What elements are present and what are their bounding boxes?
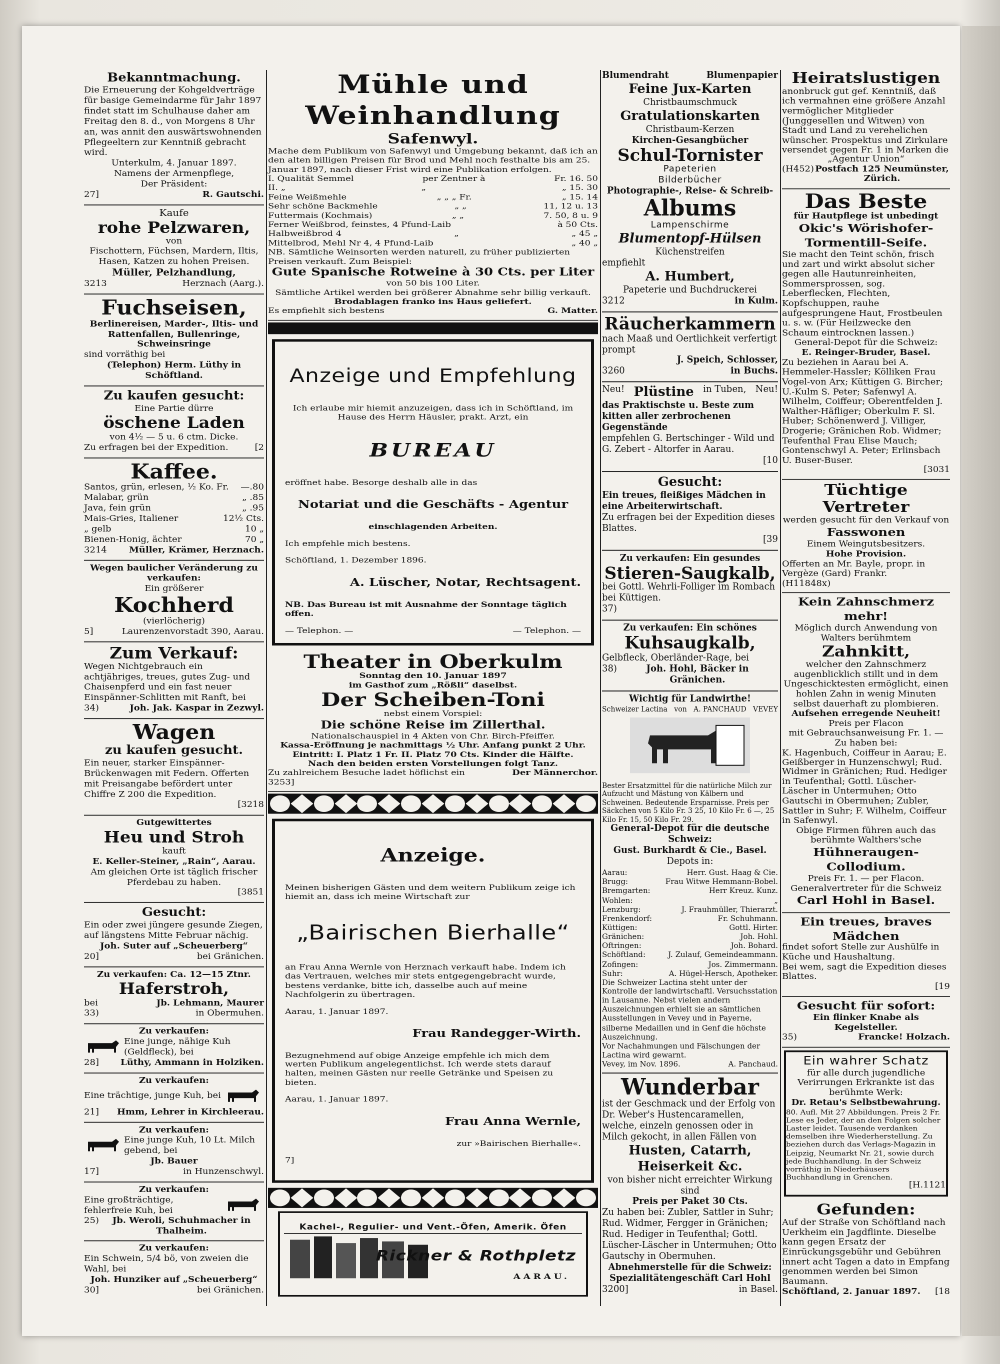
ad-wagen: Wagen zu kaufen gesucht. Ein neuer, starker Einspänner-Brückenwagen mit Federn. Offerten mit Preisangabe befördert unter Chiffre Z 200 die Expedition. [3218	[84, 719, 264, 815]
ad-papeterie: Blumendraht Blumenpapier Feine Jux-Karten Christbaumschmuck Gratulationskarten Christbaum-Kerzen Kirchen-Gesangbücher Schul-Tornister Papeterien Bilderbücher Photographie-, Reise- & Schreib- Albums Lampenschirme Blumentopf-Hülsen Küchenstreifen empfiehlt A. Humbert, Papeterie und Buchdruckerei 3212 in Kulm.	[602, 68, 778, 312]
ad-fuchseisen: Fuchseisen, Berlinereisen, Marder-, Iltis- und Rattenfallen, Bullenringe, Schweinsringe sind vorräthig bei (Telephon) Herm. Lüthy in Schöftland.	[84, 295, 264, 387]
ad-heu-stroh: Gutgewittertes Heu und Stroh kauft E. Keller-Steiner, „Rain“, Aarau. Am gleichen Orte ist täglich frischer Pferdebau zu haben. [3851	[84, 816, 264, 904]
ad-kegelsteller: Gesucht für sofort: Ein flinker Knabe als Kegelsteller. 35) Francke! Holzach.	[782, 997, 950, 1048]
ad-wunderbar: Wunderbar ist der Geschmack und der Erfolg von Dr. Weber's Hustencaramellen, welche, einzeln genossen oder in Milch gekocht, in allen Fällen von Husten, Catarrh, Heiserkeit &c. von bisher nicht erreichter Wirkung sind Preis per Paket 30 Cts. Zu haben bei: Zubler, Sattler in Suhr; Rud. Widmer, Fergger in Gränichen; Rud. Hediger in Teufenthal; Gottl. Lüscher-Läscher in Untermuhen; Otto Gautschy in Obermuhen. Abnehmerstelle für die Schweiz: Spezialitätengeschäft Carl Hohl 3200] in Basel.	[602, 1074, 778, 1295]
ad-ziegen: Gesucht: Ein oder zwei jüngere gesunde Ziegen, auf längstens Mitte Februar nächig. Joh. Suter auf „Scheuerberg“ 20] bei Gränichen.	[84, 903, 264, 967]
ad-raeucherkammern: Räucherkammern nach Maaß und Oertlichkeit verfertigt prompt J. Speich, Schlosser, 3260 in Buchs.	[602, 312, 778, 382]
ad-wahrer-schatz: Ein wahrer Schatz für alle durch jugendliche Verirrungen Erkrankte ist das berühmte Werk: Dr. Retau's Selbstbewahrung. 80. Aufl. Mit 27 Abbildungen. Preis 2 Fr. Lese es Jeder, der an den Folgen solcher Laster leidet. Tausende verdanken demselben ihre Wiederherstellung. Zu beziehen durch das Verlags-Magazin in Leipzig, Neumarkt Nr. 21, sowie durch jede Buchhandlung. In der Schweiz vorräthig in Niederhäusers Buchhandlung in Grenchen. [H.1121	[784, 1050, 948, 1196]
ad-bureau-anzeige: Anzeige und Empfehlung Ich erlaube mir hiemit anzuzeigen, dass ich in Schöftland, im Hause des Herrn Häusler, prakt. Arzt, ein BUREAU eröffnet habe. Besorge deshalb alle in das Notariat und die Geschäfts - Agentur einschlagenden Arbeiten. Ich empfehle mich bestens. Schöftland, 1. Dezember 1896. A. Lüscher, Notar, Rechtsagent. NB. Das Bureau ist mit Ausnahme der Sonntage täglich offen. — Telephon. — — Telephon. —	[272, 339, 594, 645]
ad-oefen: Kachel-, Regulier- und Vent.-Öfen, Amerik. Öfen Rickner & Rothpletz AARAU.	[278, 1211, 588, 1296]
column-4	[782, 68, 950, 1300]
ad-bekanntmachung: Bekanntmachung. Die Erneuerung der Kohgeldverträge für basige Gemeindarme für Jahr 1897 findet statt im Schulhause daher am Freitag den 8. d., von Morgens 8 Uhr an, was annit den auswärtswohnenden Pflegeeltern zur Kenntniß gebracht wird. Unterkulm, 4. Januar 1897. Namens der Armenpflege, Der Präsident: 27] R. Gautschi.	[84, 68, 264, 205]
ad-haferstroh: Zu verkaufen: Ca. 12—15 Ztnr. Haferstroh, bei Jb. Lehmann, Maurer 33) in Obermuhen.	[84, 968, 264, 1024]
cow-icon	[84, 1037, 124, 1058]
ad-gesucht-maedchen: Gesucht: Ein treues, fleißiges Mädchen in eine Arbeiterwirtschaft. Zu erfragen bei der Expedition dieses Blattes. [39	[602, 472, 778, 551]
ad-theater: Theater in Oberkulm Sonntag den 10. Januar 1897 im Gasthof zum „Rößli“ daselbst. Der Scheiben-Toni nebst einem Vorspiel: Die schöne Reise im Zillerthal. Nationalschauspiel in 4 Akten von Chr. Birch-Pfeiffer. Kassa-Eröffnung je nachmittags ½ Uhr. Anfang punkt 2 Uhr. Eintritt: I. Platz 1 Fr. II. Platz 70 Cts. Kinder die Hälfte. Nach den beiden ersten Vorstellungen folgt Tanz. Zu zahlreichem Besuche ladet höflichst ein Der Männerchor. 3253]	[268, 650, 598, 791]
column-2	[268, 68, 598, 1300]
cow-illustration	[630, 718, 750, 774]
ad-gefunden: Gefunden: Auf der Straße von Schöftland nach Uerkheim ein Jagdflinte. Dieselbe kann gegen Ersatz der Einrückungsgebühr und Gebühren innert acht Tagen a dato in Empfang genommen werden bei Simon Baumann. Schöftland, 2. Januar 1897. [18	[782, 1201, 950, 1297]
ad-heiratslustige: Heiratslustigen anonbruck gut gef. Kenntniß, daß ich vermahnen eine größere Anzahl vermöglicher Mitglieder (Junggesellen und Witwen) von Stadt und Land zu verehelichen wünscher. Prospektus und Zirkulare versendet gegen Fr. 1 in Marken die „Agentur Union“ (H452) Postfach 125 Neumünster, Zürich.	[782, 68, 950, 190]
ad-kaffee: Kaffee. Santos, grün, erlesen, ½ Ko. Fr. —.80 Malabar, grün „ .85 Java, fein grün „ .95 Mais-Gries, Italiener 12½ Cts. „ gelb 10 „ Bienen-Honig, ächter 70 „ 3214 Müller, Krämer, Herznach.	[84, 458, 264, 560]
ad-zahnkitt: Kein Zahnschmerz mehr! Möglich durch Anwendung von Walters berühmtem Zahnkitt, welcher den Zahnschmerz augenblicklich stillt und in dem Ungeschicktesten ermöglicht, einen hohlen Zahn in wenig Minuten selbst dauerhaft zu plombieren. Aufsehen erregende Neuheit! Preis per Flacon mit Gebrauchsanweisung Fr. 1. — Zu haben bei: K. Hagenbuch, Coiffeur in Aarau; E. Geißberger in Hunzenschwyl; Rud. Widmer in Gränichen; Rud. Hediger in Teufenthal; Gottl. Lüscher-Läscher in Untermuhen; Otto Gautschi in Obermuhen; Zubler, Sattler in Suhr; F. Wilhelm, Coiffeur in Safenwyl. Obige Firmen führen auch das berühmte Walthers'sche Hühneraugen-Collodium. Preis Fr. 1. — per Flacon. Generalvertreter für die Schweiz Carl Hohl in Basel.	[782, 594, 950, 913]
ornament-rule	[268, 323, 598, 335]
adjacent-page-edge	[962, 26, 1000, 1336]
ad-kuh-3: Zu verkaufen: Eine junge Kuh, 10 Lt. Milch gebend, bei Jb. Bauer 17] in Hunzenschwyl.	[84, 1122, 264, 1182]
column-rule	[600, 70, 601, 1306]
ad-kuh-4: Zu verkaufen: Eine großträchtige, fehlerfreie Kuh, bei 25) Jb. Weroli, Schuhmacher in Thalheim.	[84, 1182, 264, 1242]
ad-bierhalle-anzeige: Anzeige. Meinen bisherigen Gästen und dem weitern Publikum zeige ich hiemit an, dass ich meine Wirtschaft zur „Bairischen Bierhalle“ an Frau Anna Wernle von Herznach verkauft habe. Indem ich das Vertrauen, welches mir stets entgegengebracht wurde, bestens verdanke, bitte ich, dasselbe auch auf meine Nachfolgerin zu übertragen. Aarau, 1. Januar 1897. Frau Randegger-Wirth. Bezugnehmend auf obige Anzeige empfehle ich mich dem werten Publikum angelegentlichst. Ich werde stets darauf halten, meinen Gästen nur reelle Getränke und Speisen zu bieten. Aarau, 1. Januar 1897. Frau Anna Wernle, zur »Bairischen Bierhalle«. 7]	[272, 818, 594, 1183]
ad-muehle-weinhandlung: Mühle und Weinhandlung Safenwyl. Mache dem Publikum von Safenwyl und Umgebung bekannt, daß ich an den alten billigen Preisen für Brod und Mehl noch festhalte bis am 25. Januar 1897, nach dieser Frist wird eine Publikation erfolgen. I. Qualität Semmel per Zentner à Fr. 16. 50 II. „ „ „ 15. 30 Feine Weißmehle „ „ „ Fr. „ 15. 14 Sehr schöne Backmehle „ „ 11, 12 u. 13 Futtermais (Kochmais) „ „ 7. 50, 8 u. 9 Ferner Weißbrod, feinstes, 4 Pfund-Laib à 50 Cts. Halbweißbrod 4 „ „ 45 „ Mittelbrod, Mehl Nr 4, 4 Pfund-Laib „ 40 „ NB. Sämtliche Weinsorten werden naturell, zu früher publizierten Preisen verkauft. Zum Beispiel: Gute Spanische Rotweine à 30 Cts. per Liter von 50 bis 100 Liter. Sämtliche Artikel werden bei größerer Abnahme sehr billig verkauft. Brodablagen franko ins Haus geliefert. Es empfiehlt sich bestens G. Matter.	[268, 68, 598, 321]
ad-seife: Das Beste für Hautpflege ist unbedingt Okic's Wörishofer-Tormentill-Seife. Sie macht den Teint schön, frisch und zart und wirkt absolut sicher gegen alle Hautunreinheiten, Sommersprossen, sog. Leberflecken, Flechten, Kopfschuppen, rauhe aufgesprungene Haut, Frostbeulen u. s. w. (Für Heilzwecke den Schaum eintrocknen lassen.) General-Depot für die Schweiz: E. Reinger-Bruder, Basel. Zu beziehen in Aarau bei A. Hemmeler-Hassler; Kölliken Frau Vogel-von Arx; Küttigen G. Bircher; U.-Kulm S. Peter; Safenwyl A. Wilhelm, Coiffeur; Oberentfelden J. Walther-Häfliger; Oberkulm F. Sl. Huber; Schönenwerd J. Villiger, Drogerie; Gränichen Rob. Widmer; Teufenthal Frau Elise Mauch; Gontenschwyl A. Peter; Erlinsbach U. Buser-Buser. [3031	[782, 190, 950, 481]
column-rule	[266, 70, 267, 1306]
ad-schwein: Zu verkaufen: Ein Schwein, 5/4 bö, von zweien die Wahl, bei Joh. Hunziker auf „Scheuerberg“ 30] bei Gränichen.	[84, 1244, 264, 1296]
ad-kochherd: Wegen baulicher Veränderung zu verkaufen: Ein größerer Kochherd (vierlöcherig) 5] Laurenzenvorstadt 390, Aarau.	[84, 561, 264, 642]
cow-icon	[224, 1086, 264, 1107]
column-rule	[780, 70, 781, 1306]
ad-stier: Zu verkaufen: Ein gesundes Stieren-Saugkalb, bei Gottl. Wehrli-Folliger im Rombach bei Küttigen. 37)	[602, 551, 778, 621]
ad-pluestine: Neu! Plüstine in Tuben, Neu! das Praktischste u. Beste zum kitten aller zerbrochenen Gegenstände empfehlen G. Bertschinger - Wild und G. Zebert - Altorfer in Aarau. [10	[602, 383, 778, 472]
ad-braves-maedchen: Ein treues, braves Mädchen findet sofort Stelle zur Aushülfe in Küche und Haushaltung. Bei wem, sagt die Expedition dieses Blattes. [19	[782, 913, 950, 997]
ad-pelzwaren: Kaufe rohe Pelzwaren, von Fischottern, Füchsen, Mardern, Iltis, Hasen, Katzen zu hohen Preisen. Müller, Pelzhandlung, 3213 Herznach (Aarg.).	[84, 205, 264, 295]
column-1	[84, 68, 264, 1300]
ad-kalb: Zu verkaufen: Ein schönes Kuhsaugkalb, Gelbfleck, Oberländer-Rage, bei 38) Joh. Hohl, Bäcker in Gränichen.	[602, 621, 778, 691]
ornament-rule	[268, 1188, 598, 1208]
ad-kuh-2: Zu verkaufen: Eine trächtige, junge Kuh, bei 21] Hmm, Lehrer in Kirchleerau.	[84, 1073, 264, 1122]
ad-vertreter: Tüchtige Vertreter werden gesucht für den Verkauf von Fasswonen Einem Weingutsbesitzers. Hohe Provision. Offerten an Mr. Bayle, propr. in Vergèze (Gard) Frankr. (H11848x)	[782, 480, 950, 593]
ad-lactina: Wichtig für Landwirthe! Schweizer Lactina von A. PANCHAUD VEVEY Bester Ersatzmittel für die natürliche Milch zur Aufzucht und Mästung von Kälbern und Schweinen. Bedeutende Ersparnisse. Preis per Säckchen von 5 Kilo Fr. 3 25, 10 Kilo Fr. 6 —, 25 Kilo Fr. 15, 50 Kilo Fr. 29. General-Depot für die deutsche Schweiz: Gust. Burkhardt & Cie., Basel. Depots in: Aarau: Herr. Gust. Haag & Cie. Brugg: Frau Witwe Hemmann-Bobel. Bremgarten: Herr Kreuz. Kunz. Wohlen: „ Lenzburg: J. Frauhmüller, Thierarzt. Frenkendorf: Fr. Schuhmann. Küttigen: Gottl. Hirter. Gränichen: Joh. Hohl. Oftringen: Joh. Bohard. Schöftland: J. Zulauf, Gemeindeammann. Zofingen: Jos. Zimmermann. Suhr: A. Hügel-Hersch, Apotheker. Die Schweizer Lactina steht unter der Kontrolle der landwirtschaftl. Versuchsstation in Lausanne. Nebst vielen andern Auszeichnungen erhielt sie an sämtlichen Ausstellungen in Vevey und in Payerne, silberne Medaillen und in Genf die höchste Auszeichnung. Vor Nachahmungen und Fälschungen der Lactina wird gewarnt. Vevey, im Nov. 1896. A. Panchaud.	[602, 691, 778, 1073]
ad-verkauf: Zum Verkauf: Wegen Nichtgebrauch ein achtjähriges, treues, gutes Zug- und Chaisenpferd und ein fast neuer Einspänner-Schlitten mit Ranft, bei 34) Joh. Jak. Kaspar in Zezwyl.	[84, 642, 264, 719]
ad-kuh-1: Zu verkaufen: Eine junge, nähige Kuh (Geldfleck), bei 28] Lüthy, Ammann in Holziken.	[84, 1024, 264, 1073]
cow-icon	[84, 1136, 124, 1157]
ornament-rule	[268, 793, 598, 813]
ad-laden: Zu kaufen gesucht: Eine Partie dürre öschene Laden von 4½ — 5 u. 6 ctm. Dicke. Zu erfragen bei der Expedition. [2	[84, 387, 264, 459]
column-3	[602, 68, 778, 1300]
cow-icon	[224, 1195, 264, 1216]
